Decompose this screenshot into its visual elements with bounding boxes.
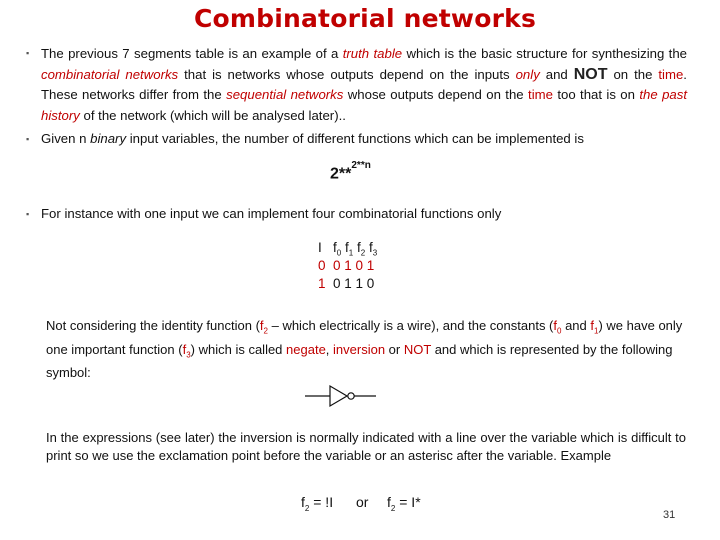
- expression-exclamation: $f_2 = !I$: [301, 494, 334, 513]
- paragraph-binary-inputs: Given n binary input variables, the number of different functions which can be implemented is: [41, 131, 584, 146]
- function-count-formula: 2**$^{2**n}$: [330, 160, 371, 183]
- term-past-history: the past history: [41, 87, 687, 123]
- paragraph-one-input: For instance with one input we can implement four combinatorial functions only: [41, 206, 502, 221]
- bullet-marker: ▪: [26, 209, 30, 219]
- truth-table-row: 1 0 1 1 0: [318, 276, 375, 291]
- bullet-marker: ▪: [26, 48, 30, 58]
- page-number: 31: [663, 509, 676, 521]
- term-truth-table: truth table: [342, 46, 403, 61]
- term-not: NOT: [403, 341, 432, 357]
- term-combinatorial-networks: combinatorial networks: [41, 66, 179, 82]
- truth-table-row: 0 0 1 0 1: [318, 258, 375, 273]
- expression-asterisk: $f_2 = I*$: [387, 494, 421, 513]
- term-inversion: inversion: [333, 341, 386, 357]
- bullet-marker: ▪: [26, 134, 30, 144]
- not-gate-icon: [300, 380, 380, 412]
- expression-or: or: [356, 494, 369, 510]
- term-sequential-networks: sequential networks: [226, 87, 344, 102]
- paragraph-inversion-notation: In the expressions (see later) the inversion is normally indicated with a line over the variable which is difficult to print so we use the exclamation point before the variable or an asterisc after the variable. Example: [46, 430, 686, 463]
- term-negate: negate: [286, 341, 326, 357]
- paragraph-negate-function: Not considering the identity function ($f_2$ – which electrically is a wire), and the constants ($f_0$ and $f_1$) we have only one important function $(f_3)$ which is called negate, inversion or NOT and which is represented by the following symbol:: [46, 318, 683, 381]
- term-not: NOT: [573, 65, 608, 83]
- truth-table-header: I $f_0$ $f_1$ $f_2$ $f_3$: [318, 240, 378, 258]
- term-only: only: [515, 66, 540, 82]
- slide-title: Combinatorial networks: [193, 4, 537, 33]
- paragraph-truth-table: The previous 7 segments table is an example of a truth table which is the basic structure for synthesizing the combinatorial networks that is networks whose outputs depend on the inputs only and NOT on the time. These networks differ from the sequential networks whose outputs depend on the time too that is on the past history of the network (which will be analysed later)..: [41, 46, 687, 123]
